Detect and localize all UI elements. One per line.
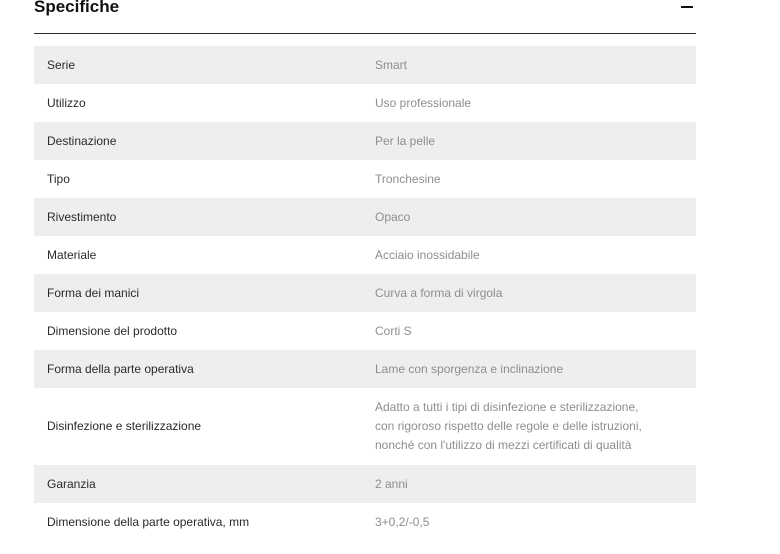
spec-label: Serie bbox=[34, 46, 361, 84]
spec-label: Dimensione del prodotto bbox=[47, 323, 178, 338]
spec-row-disinfezione bbox=[34, 388, 696, 465]
spec-value bbox=[361, 388, 696, 465]
spec-row-rivestimento bbox=[34, 198, 696, 236]
spec-value-line: nonché con l'utilizzo di mezzi certificati di qualità bbox=[375, 438, 632, 452]
spec-value: Smart bbox=[361, 46, 696, 84]
spec-value-line: con rigoroso rispetto delle regole e delle istruzioni, bbox=[375, 419, 642, 433]
spec-label: Dimensione della parte operativa, mm bbox=[47, 514, 250, 529]
spec-value-line: Adatto a tutti i tipi di disinfezione e sterilizzazione, bbox=[375, 400, 639, 414]
spec-row-forma-parte-operativa bbox=[34, 350, 696, 388]
spec-label: Utilizzo bbox=[47, 95, 86, 110]
spec-value: Per la pelle bbox=[361, 122, 696, 160]
spec-label: Forma della parte operativa bbox=[34, 350, 361, 388]
spec-row-tipo bbox=[34, 160, 696, 198]
spec-value: 3+0,2/-0,5 bbox=[375, 514, 430, 529]
spec-value: Uso professionale bbox=[375, 95, 472, 110]
spec-row-dimensione-prodotto bbox=[34, 312, 696, 350]
spec-row-destinazione bbox=[34, 122, 696, 160]
spec-value: Corti S bbox=[375, 323, 412, 338]
collapse-button[interactable] bbox=[678, 0, 696, 14]
minus-icon bbox=[681, 6, 693, 8]
specifications-section bbox=[34, 0, 696, 541]
spec-label: Rivestimento bbox=[34, 198, 361, 236]
spec-label: Destinazione bbox=[34, 122, 361, 160]
spec-value: 2 anni bbox=[361, 465, 696, 503]
spec-row-dimensione-parte-operativa bbox=[34, 503, 696, 541]
spec-value: Lame con sporgenza e inclinazione bbox=[361, 350, 696, 388]
spec-label: Materiale bbox=[47, 247, 97, 262]
spec-value: Curva a forma di virgola bbox=[361, 274, 696, 312]
spec-row-utilizzo bbox=[34, 84, 696, 122]
section-title: Specifiche bbox=[34, 0, 120, 16]
spec-row-materiale bbox=[34, 236, 696, 274]
spec-label: Garanzia bbox=[34, 465, 361, 503]
specifications-table bbox=[34, 46, 696, 541]
spec-label: Tipo bbox=[47, 171, 70, 186]
spec-value: Acciaio inossidabile bbox=[375, 247, 480, 262]
spec-label: Forma dei manici bbox=[34, 274, 361, 312]
spec-row-forma-manici bbox=[34, 274, 696, 312]
spec-row-serie bbox=[34, 46, 696, 84]
spec-label: Disinfezione e sterilizzazione bbox=[47, 419, 202, 433]
spec-value: Opaco bbox=[361, 198, 696, 236]
spec-value: Tronchesine bbox=[375, 171, 441, 186]
section-header[interactable] bbox=[34, 0, 696, 34]
spec-row-garanzia bbox=[34, 465, 696, 503]
